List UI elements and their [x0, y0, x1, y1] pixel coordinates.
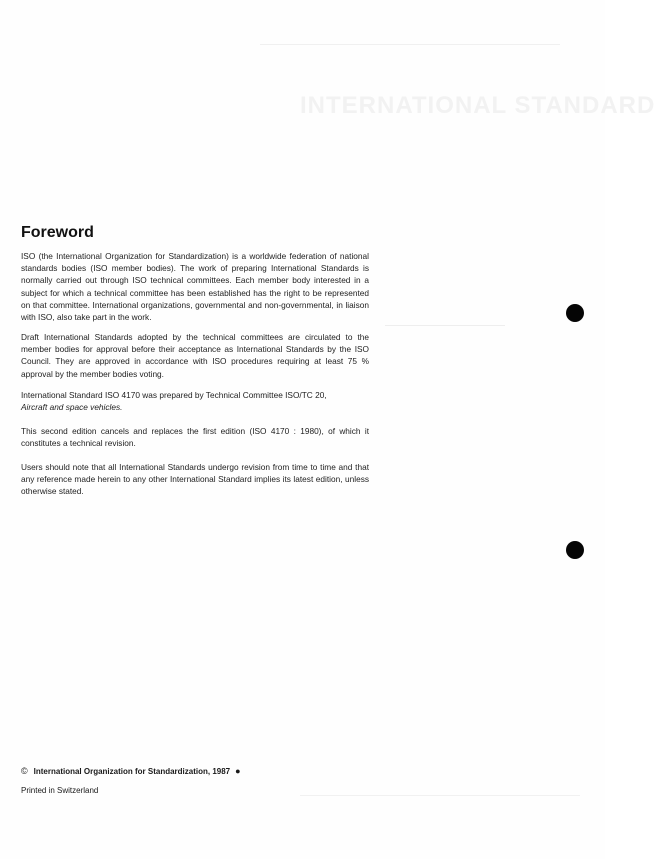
committee-title: Aircraft and space vehicles.	[21, 402, 123, 413]
foreword-paragraph-1: ISO (the International Organization for Standardization) is a worldwide federation of national standards bodies (ISO member bodies). The work of preparing International Standards is normally carried out through ISO technical committees. Each member body interested in a subject for which a technical committee has been established has the right to be represented on that committee. International organizations, governmental and non-governmental, in liaison with ISO, also take part in the work.	[21, 251, 369, 323]
foreword-paragraph-4: This second edition cancels and replaces the first edition (ISO 4170 : 1980), of which it constitutes a technical revision.	[21, 426, 369, 449]
scan-speck	[260, 44, 560, 45]
scan-speck	[385, 325, 505, 326]
copyright-text: International Organization for Standardization, 1987	[33, 767, 231, 776]
bullet-icon: ●	[235, 766, 241, 776]
foreword-heading: Foreword	[21, 224, 94, 241]
punch-hole	[566, 541, 584, 559]
copyright-symbol: ©	[21, 766, 28, 776]
foreword-paragraph-3	[21, 389, 369, 413]
foreword-paragraph-5: Users should note that all International Standards undergo revision from time to time and that any reference made herein to any other International Standard implies its latest edition, unless otherwise stated.	[21, 462, 369, 497]
scan-speck	[300, 795, 580, 796]
foreword-paragraph-2: Draft International Standards adopted by the technical committees are circulated to the member bodies for approval before their acceptance as International Standards by the ISO Council. They are approved in accordance with ISO procedures requiring at least 75 % approval by the member bodies voting.	[21, 332, 369, 379]
show-through-title: INTERNATIONAL STANDARD	[300, 92, 655, 119]
printed-in-line: Printed in Switzerland	[21, 786, 99, 795]
paragraph-3-text: International Standard ISO 4170 was prepared by Technical Committee ISO/TC 20,	[21, 390, 327, 400]
punch-hole	[566, 304, 584, 322]
copyright-line	[21, 766, 241, 776]
